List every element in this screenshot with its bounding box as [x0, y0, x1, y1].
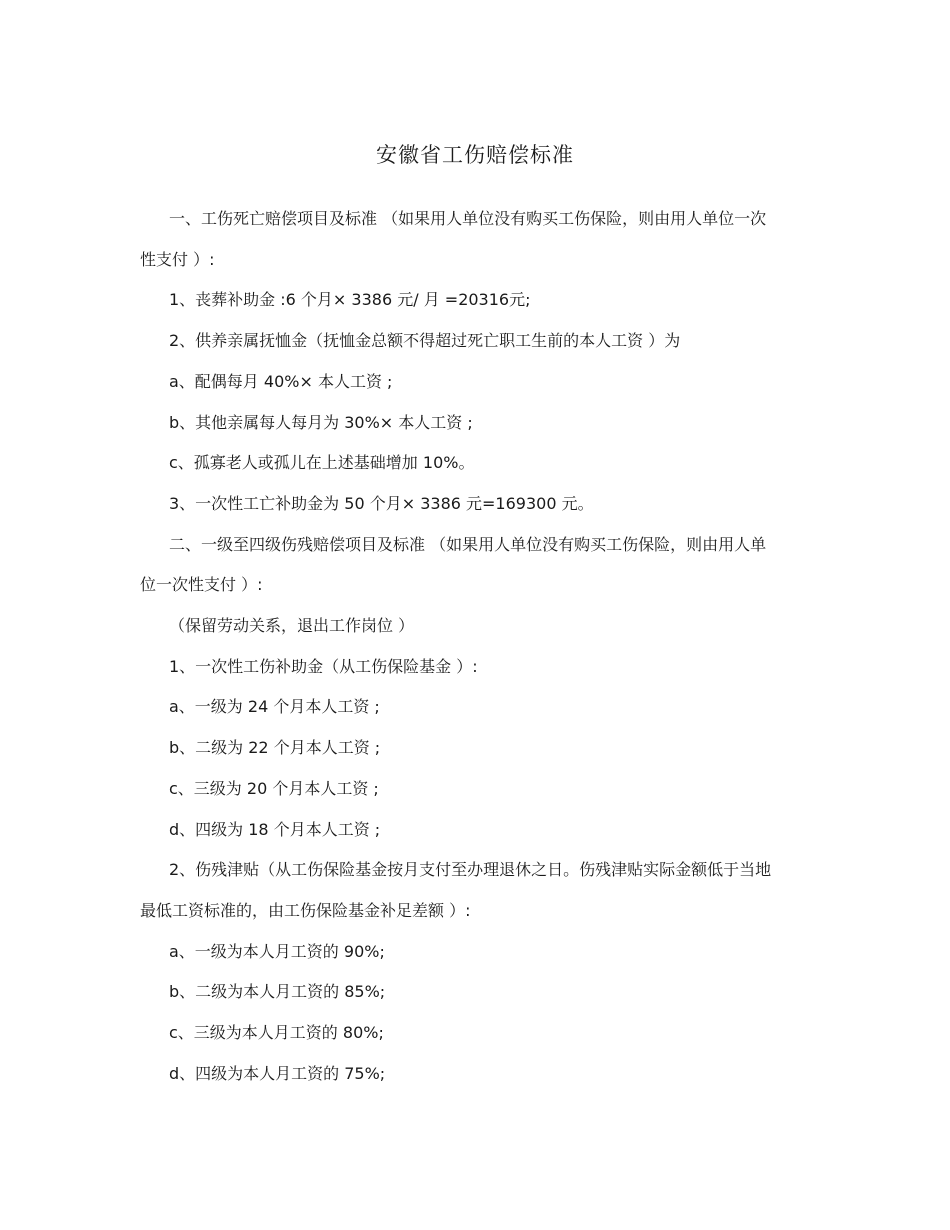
- paragraph: 2、供养亲属抚恤金（抚恤金总额不得超过死亡职工生前的本人工资 ）为: [169, 331, 681, 351]
- document-title: 安徽省工伤赔偿标准: [376, 143, 574, 167]
- paragraph: 1、一次性工伤补助金（从工伤保险基金 ）:: [169, 656, 478, 676]
- paragraph: c、三级为本人月工资的 80%;: [169, 1023, 384, 1043]
- paragraph: c、三级为 20 个月本人工资 ;: [169, 778, 379, 798]
- paragraph: 1、丧葬补助金 :6 个月× 3386 元/ 月 =20316元;: [169, 290, 531, 310]
- paragraph: （保留劳动关系，退出工作岗位 ）: [169, 616, 415, 636]
- paragraph: b、二级为 22 个月本人工资 ;: [169, 738, 381, 758]
- document-body: [140, 199, 775, 1094]
- paragraph: b、二级为本人月工资的 85%;: [169, 982, 386, 1002]
- paragraph: d、四级为本人月工资的 75%;: [169, 1063, 386, 1083]
- paragraph: 2、伤残津贴（从工伤保险基金按月支付至办理退休之日。伤残津贴实际金额低于当地最低工资标准的，由工伤保险基金补足差额 ）:: [140, 860, 772, 920]
- section-heading-disability-compensation: 二、一级至四级伤残赔偿项目及标准 （如果用人单位没有购买工伤保险，则由用人单位一次性支付 ）:: [140, 534, 767, 595]
- paragraph: d、四级为 18 个月本人工资 ;: [169, 819, 381, 839]
- paragraph: a、一级为本人月工资的 90%;: [169, 941, 385, 961]
- paragraph: b、其他亲属每人每月为 30%× 本人工资 ;: [169, 412, 473, 432]
- section-heading-death-compensation: 一、工伤死亡赔偿项目及标准 （如果用人单位没有购买工伤保险，则由用人单位一次性支付 ）:: [140, 209, 767, 269]
- paragraph: a、配偶每月 40%× 本人工资 ;: [169, 371, 393, 391]
- paragraph: c、孤寡老人或孤儿在上述基础增加 10%。: [169, 453, 475, 473]
- paragraph: 3、一次性工亡补助金为 50 个月× 3386 元=169300 元。: [169, 493, 594, 513]
- paragraph: a、一级为 24 个月本人工资 ;: [169, 697, 380, 717]
